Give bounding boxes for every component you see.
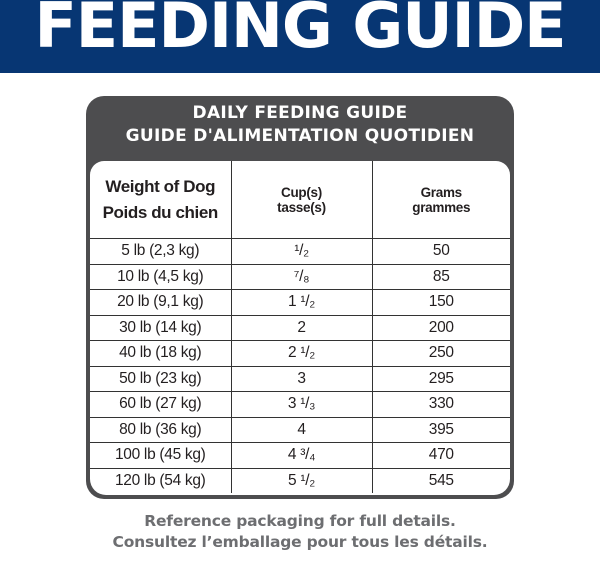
weight-cell: 40 lb (18 kg) [90,341,231,367]
grams-cell: 330 [372,392,510,418]
footer-note [0,511,600,553]
cups-cell: 4 ³/₄ [231,443,372,469]
table-row [90,264,510,290]
grams-cell: 250 [372,341,510,367]
table-row [90,315,510,341]
table-row [90,239,510,265]
grams-cell: 395 [372,417,510,443]
grams-cell: 545 [372,468,510,493]
table-header-row [90,161,510,239]
cups-cell: 5 ¹/₂ [231,468,372,493]
weight-cell: 100 lb (45 kg) [90,443,231,469]
table-row [90,366,510,392]
cups-cell: 3 [231,366,372,392]
grams-cell: 50 [372,239,510,265]
feeding-guide-card [86,96,514,499]
page-title: FEEDING GUIDE [34,0,566,62]
header-grams: Grams grammes [372,161,510,239]
cups-cell: 1 ¹/₂ [231,290,372,316]
card-title-fr: GUIDE D'ALIMENTATION QUOTIDIEN [125,126,475,146]
card-title [86,102,514,148]
grams-cell: 470 [372,443,510,469]
table-row [90,468,510,493]
weight-cell: 120 lb (54 kg) [90,468,231,493]
header-cups: Cup(s) tasse(s) [231,161,372,239]
weight-cell: 30 lb (14 kg) [90,315,231,341]
footer-note-en: Reference packaging for full details. [144,512,456,530]
cups-cell: ⁷/₈ [231,264,372,290]
weight-cell: 10 lb (4,5 kg) [90,264,231,290]
cups-cell: ¹/₂ [231,239,372,265]
table-row [90,341,510,367]
weight-cell: 80 lb (36 kg) [90,417,231,443]
cups-cell: 4 [231,417,372,443]
table-row [90,443,510,469]
table-row [90,417,510,443]
grams-cell: 200 [372,315,510,341]
grams-cell: 150 [372,290,510,316]
grams-cell: 295 [372,366,510,392]
weight-cell: 20 lb (9,1 kg) [90,290,231,316]
cups-cell: 2 [231,315,372,341]
feeding-table-container [90,161,510,495]
cups-cell: 2 ¹/₂ [231,341,372,367]
card-title-en: DAILY FEEDING GUIDE [192,103,408,123]
header-weight: Weight of Dog Poids du chien [102,176,218,222]
footer-note-fr: Consultez l’emballage pour tous les détails. [112,533,488,551]
cups-cell: 3 ¹/₃ [231,392,372,418]
feeding-table [90,161,510,493]
header-banner [0,0,600,73]
weight-cell: 5 lb (2,3 kg) [90,239,231,265]
weight-cell: 50 lb (23 kg) [90,366,231,392]
grams-cell: 85 [372,264,510,290]
weight-cell: 60 lb (27 kg) [90,392,231,418]
table-row [90,290,510,316]
table-row [90,392,510,418]
